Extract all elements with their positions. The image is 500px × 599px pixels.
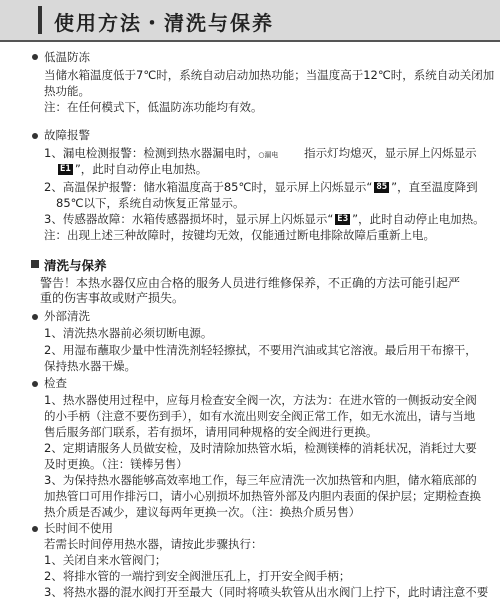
section-title-antifreeze: 低温防冻	[44, 50, 90, 64]
fault-item-2-text-b: ”，直至温度降到	[391, 180, 478, 194]
fault-item-1-line-1	[44, 146, 477, 162]
section-title-maintenance: 清洗与保养	[44, 258, 107, 273]
antifreeze-note: 注：在任何模式下，低温防冻功能均有效。	[44, 100, 263, 114]
display-code-e3: E3	[337, 214, 349, 224]
fault-item-1-text-b: 指示灯均熄灭，显示屏上闪烁显示	[304, 146, 477, 160]
inspection-line-1: 1、热水器使用过程中，应每月检查安全阀一次，方法为：在进水管的一侧扳动安全阀	[44, 393, 477, 407]
page-title: 使用方法・清洗与保养	[54, 11, 274, 35]
section-title-fault: 故障报警	[44, 128, 90, 142]
bullet-icon	[32, 314, 38, 320]
fault-item-2-line-2: 85℃以下，系统自动恢复正常显示。	[56, 196, 245, 210]
longterm-line-2: 1、关闭自来水管阀门；	[44, 553, 167, 567]
exterior-step-2-cont: 保持热水器干燥。	[44, 359, 136, 373]
warning-text-2: 重的伤害事故或财产损失。	[40, 291, 185, 305]
page-header	[0, 0, 500, 42]
subsection-title-inspection: 检查	[44, 376, 67, 390]
fault-item-3-text-a: 3、传感器故障：水箱传感器损坏时，显示屏上闪烁显示“	[44, 212, 334, 226]
display-code-85: 85	[376, 182, 388, 192]
fault-item-2-line-1	[44, 180, 478, 194]
inspection-line-5: 及时更换。（注：镁棒另售）	[44, 457, 188, 471]
warning-text-1: 警告！本热水器仅应由合格的服务人员进行维修保养，不正确的方法可能引起严	[40, 276, 461, 290]
exterior-step-2: 2、用湿布蘸取少量中性清洗剂轻轻擦拭，不要用汽油或其它溶液。最后用干布擦干，	[44, 343, 477, 357]
longterm-line-4: 3、将热水器的混水阀打开至最大（同时将喷头软管从出水阀门上拧下，此时请注意不要	[44, 585, 489, 599]
antifreeze-text-1: 当储水箱温度低于7℃时，系统自动启动加热功能；当温度高于12℃时，系统自动关闭加	[44, 68, 495, 82]
inspection-line-3: 售后服务部门联系，若有损坏，请用同种规格的安全阀进行更换。	[44, 425, 378, 439]
inspection-line-7: 加热管口可用作排污口，请小心别损坏加热管外部及内胆内表面的保护层；定期检查换	[44, 489, 481, 503]
bullet-icon	[32, 133, 38, 139]
fault-item-2-text-a: 2、高温保护报警：储水箱温度高于85℃时，显示屏上闪烁显示“	[44, 180, 373, 194]
fault-item-3	[44, 212, 485, 226]
bullet-icon	[32, 526, 38, 532]
header-accent-bar	[38, 6, 42, 34]
fault-item-1-text-a: 1、漏电检测报警：检测到热水器漏电时，	[44, 146, 259, 160]
fault-note: 注：出现上述三种故障时，按键均无效，仅能通过断电排除故障后重新上电。	[44, 228, 435, 242]
fault-item-3-text-b: ”，此时自动停止电加热。	[352, 212, 485, 226]
inspection-line-2: 的小手柄（注意不要伤到手），如有水流出则安全阀正常工作，如无水流出，请与当地	[44, 409, 476, 423]
subsection-title-exterior: 外部清洗	[44, 309, 90, 323]
leakage-indicator-label: ○漏电	[258, 151, 279, 159]
inspection-line-8: 热介质是否减少，建议每两年更换一次。（注：换热介质另售）	[44, 505, 361, 519]
longterm-line-3: 2、将排水管的一端拧到安全阀泄压孔上，打开安全阀手柄；	[44, 569, 351, 583]
inspection-line-6: 3、为保持热水器能够高效率地工作，每三年应清洗一次加热管和内胆，储水箱底部的	[44, 473, 477, 487]
bullet-icon	[32, 381, 38, 387]
fault-item-1-text-c: ”，此时自动停止电加热。	[74, 162, 208, 176]
longterm-line-1: 若需长时间停用热水器，请按此步骤执行：	[44, 537, 263, 551]
subsection-title-longterm: 长时间不使用	[44, 521, 113, 535]
fault-item-1-line-2	[56, 162, 207, 176]
display-code-e1: E1	[60, 164, 71, 174]
section-square-icon	[31, 260, 39, 268]
inspection-line-4: 2、定期请服务人员做安检，及时清除加热管水垢，检测镁棒的消耗状况，消耗过大要	[44, 441, 477, 455]
bullet-icon	[32, 54, 38, 60]
exterior-step-1: 1、清洗热水器前必须切断电源。	[44, 326, 213, 340]
antifreeze-text-2: 热功能。	[44, 84, 90, 98]
